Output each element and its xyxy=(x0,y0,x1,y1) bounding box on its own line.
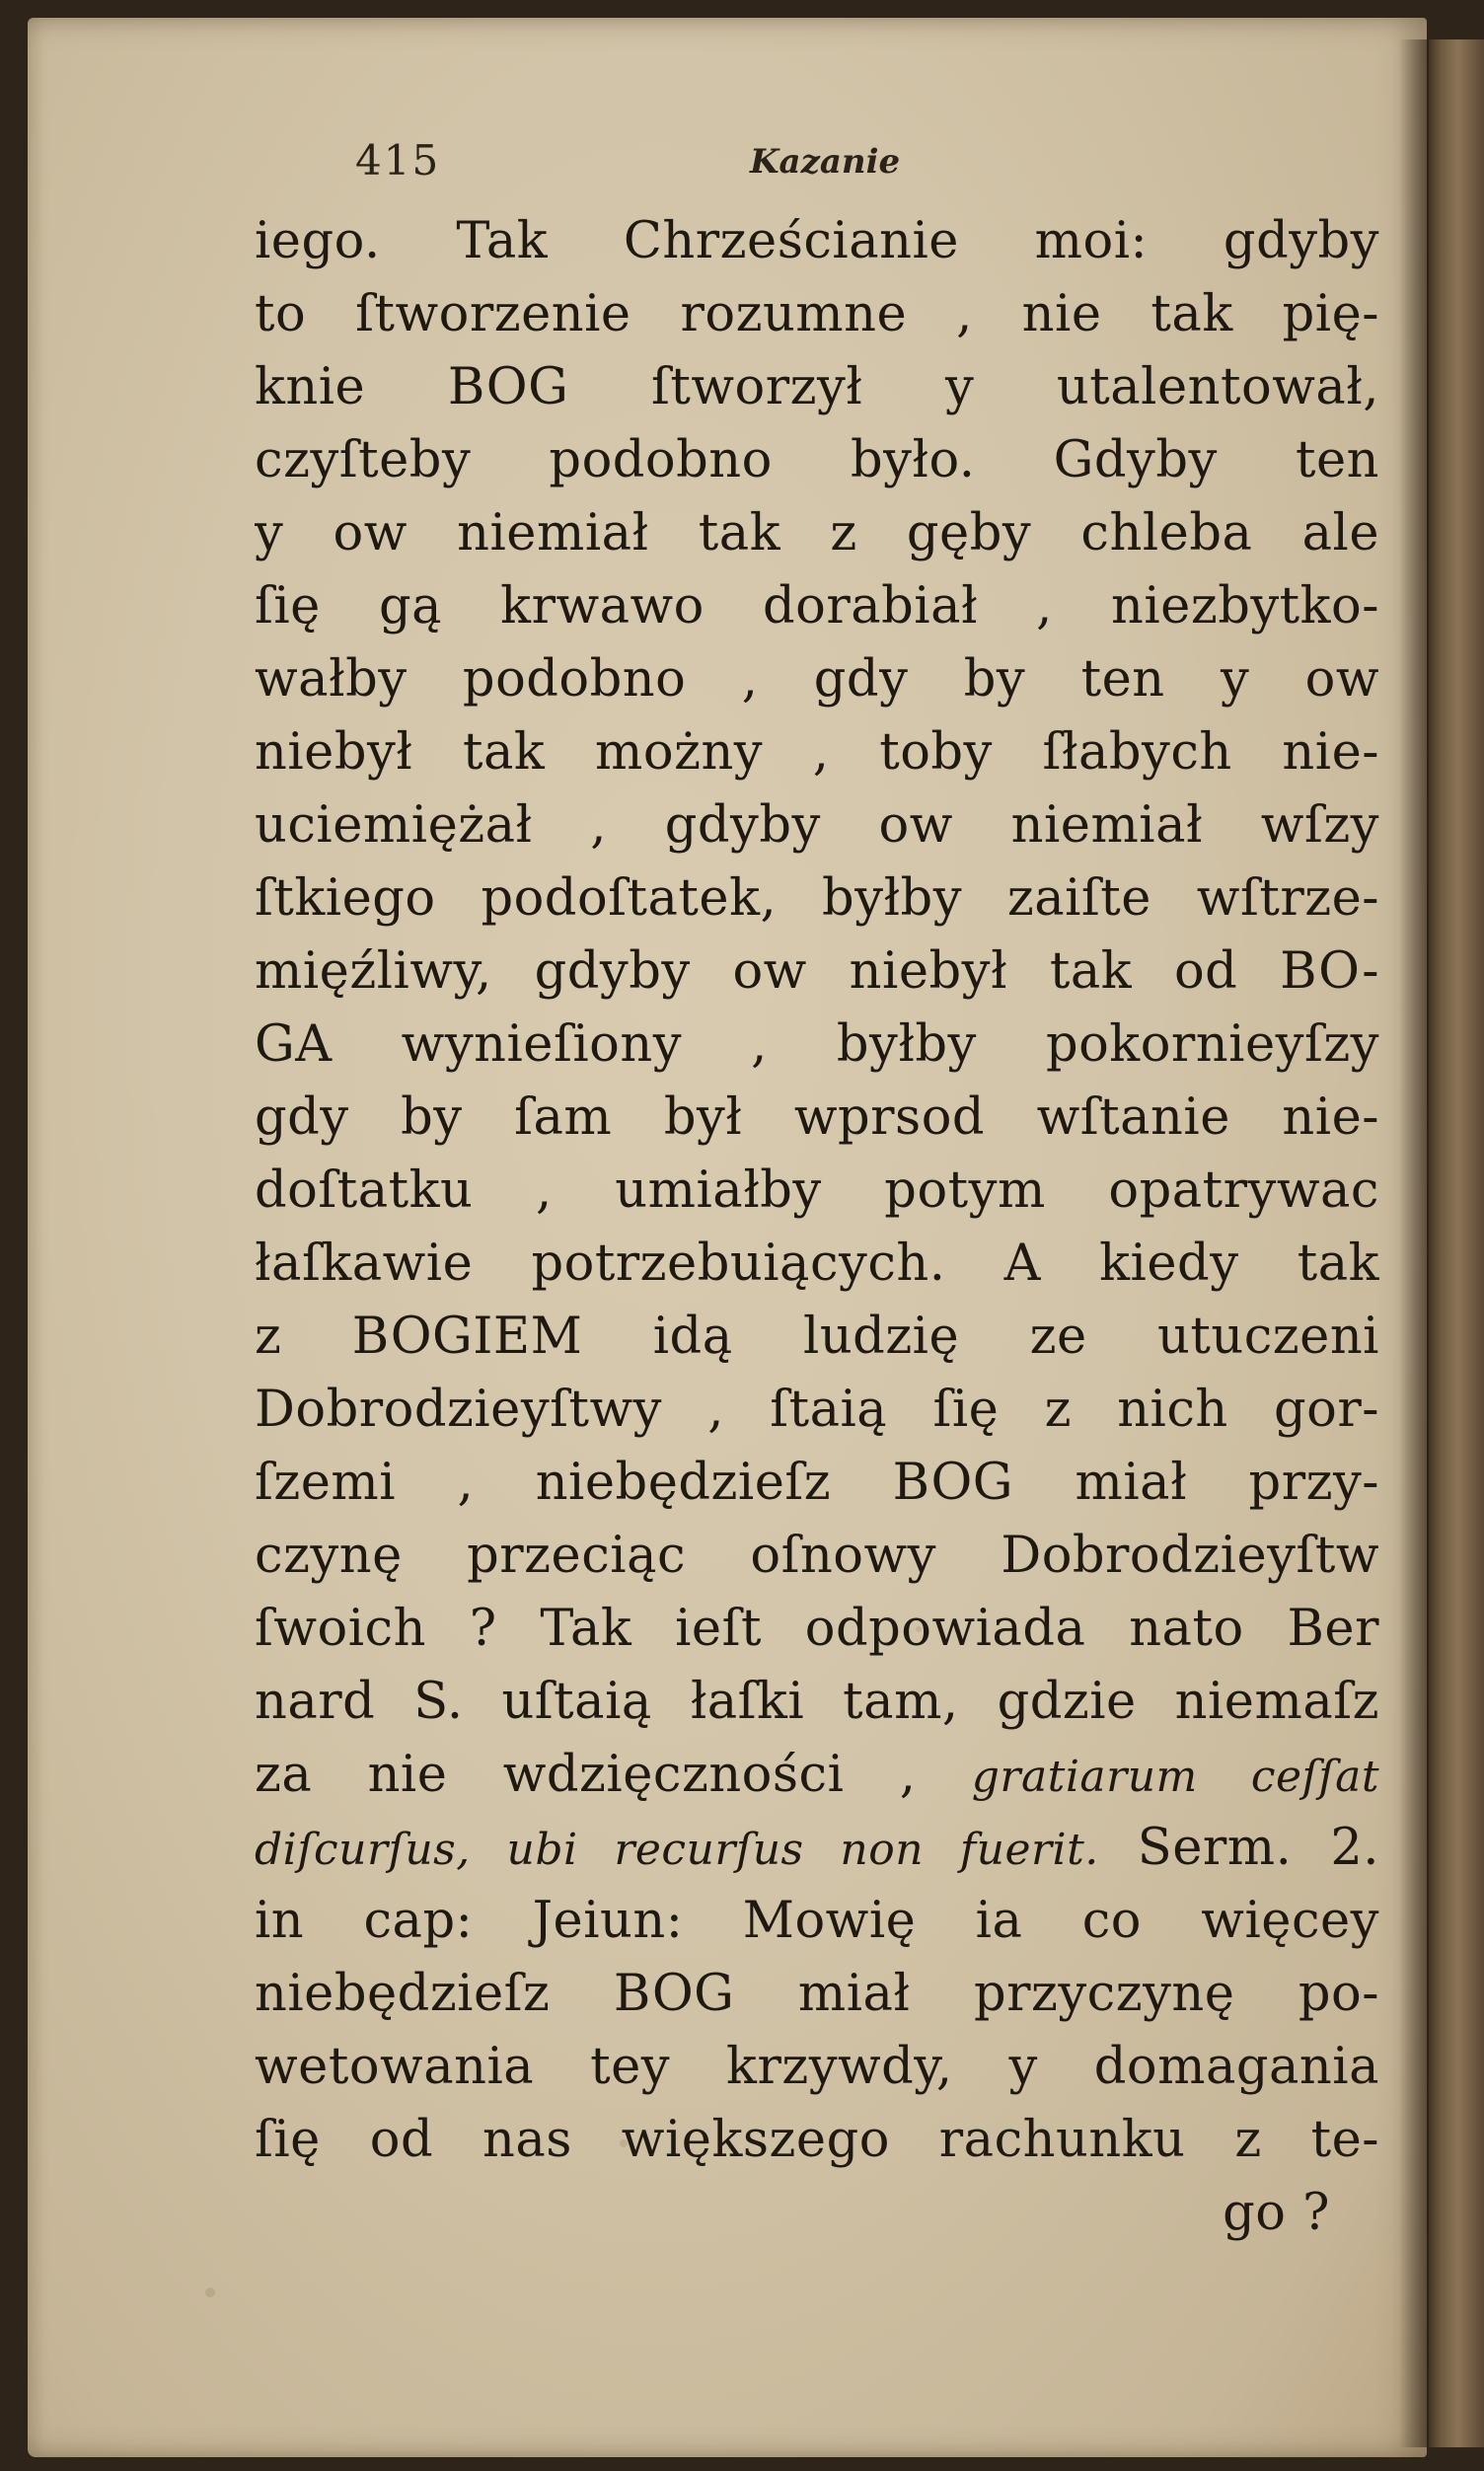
body-text xyxy=(255,205,1379,2250)
text-line: mięźliwy, gdyby ow niebył tak od BO- xyxy=(255,942,1379,1001)
text-line: za nie wdzięczności , gratiarum ceſſat xyxy=(255,1746,1379,1804)
latin-quote: diſcurſus, ubi recurſus non fuerit. xyxy=(255,1825,1099,1875)
page-gutter-shadow xyxy=(1399,39,1429,2447)
text-line: diſcurſus, ubi recurſus non fuerit. Serm. 2. xyxy=(255,1819,1379,1877)
paper-stain xyxy=(205,2287,215,2297)
text-line: ſię gą krwawo dorabiał , niezbytko- xyxy=(255,577,1379,636)
latin-quote: gratiarum ceſſat xyxy=(971,1752,1379,1802)
text-line: ſtkiego podoſtatek, byłby zaiſte wſtrze- xyxy=(255,869,1379,928)
text-line: czynę przeciąc oſnowy Dobrodzieyſtw xyxy=(255,1527,1379,1585)
text-line: niebędzieſz BOG miał przyczynę po- xyxy=(255,1965,1379,2023)
page-header xyxy=(335,136,1046,205)
text-line: gdy by ſam był wprsod wſtanie nie- xyxy=(255,1088,1379,1147)
text-line: ſię od nas większego rachunku z te- xyxy=(255,2111,1379,2169)
text-line: wetowania tey krzywdy, y domagania xyxy=(255,2038,1379,2096)
text-line: Dobrodzieyſtwy , ſtaią ſię z nich gor- xyxy=(255,1381,1379,1439)
text-line: GA wynieſiony , byłby pokornieyſzy xyxy=(255,1015,1379,1074)
text-line: łaſkawie potrzebuiących. A kiedy tak xyxy=(255,1235,1379,1293)
facing-page-edge xyxy=(1427,39,1484,2447)
text-line: go ? xyxy=(1223,2184,1330,2242)
text-line: y ow niemiał tak z gęby chleba ale xyxy=(255,504,1379,562)
text-line: ſzemi , niebędzieſz BOG miał przy- xyxy=(255,1454,1379,1512)
text-line: doſtatku , umiałby potym opatrywac xyxy=(255,1161,1379,1220)
text-line: ſwoich ? Tak ieſt odpowiada nato Ber xyxy=(255,1600,1379,1658)
page-number: 415 xyxy=(355,136,441,185)
text-line: to ſtworzenie rozumne , nie tak pię- xyxy=(255,285,1379,343)
text-line: z BOGIEM idą ludzię ze utuczeni xyxy=(255,1308,1379,1366)
text-line: nard S. uſtaią łaſki tam, gdzie niemaſz xyxy=(255,1673,1379,1731)
text-line: wałby podobno , gdy by ten y ow xyxy=(255,650,1379,709)
text-line: czyſteby podobno było. Gdyby ten xyxy=(255,431,1379,489)
text-line: knie BOG ſtworzył y utalentował, xyxy=(255,358,1379,416)
text-line: niebył tak możny , toby ſłabych nie- xyxy=(255,723,1379,782)
text-line: uciemiężał , gdyby ow niemiał wſzy xyxy=(255,796,1379,855)
text-line: in cap: Jeiun: Mowię ia co więcey xyxy=(255,1892,1379,1950)
running-title: Kazanie xyxy=(750,142,901,182)
text-line: iego. Tak Chrześcianie moi: gdyby xyxy=(255,212,1379,270)
